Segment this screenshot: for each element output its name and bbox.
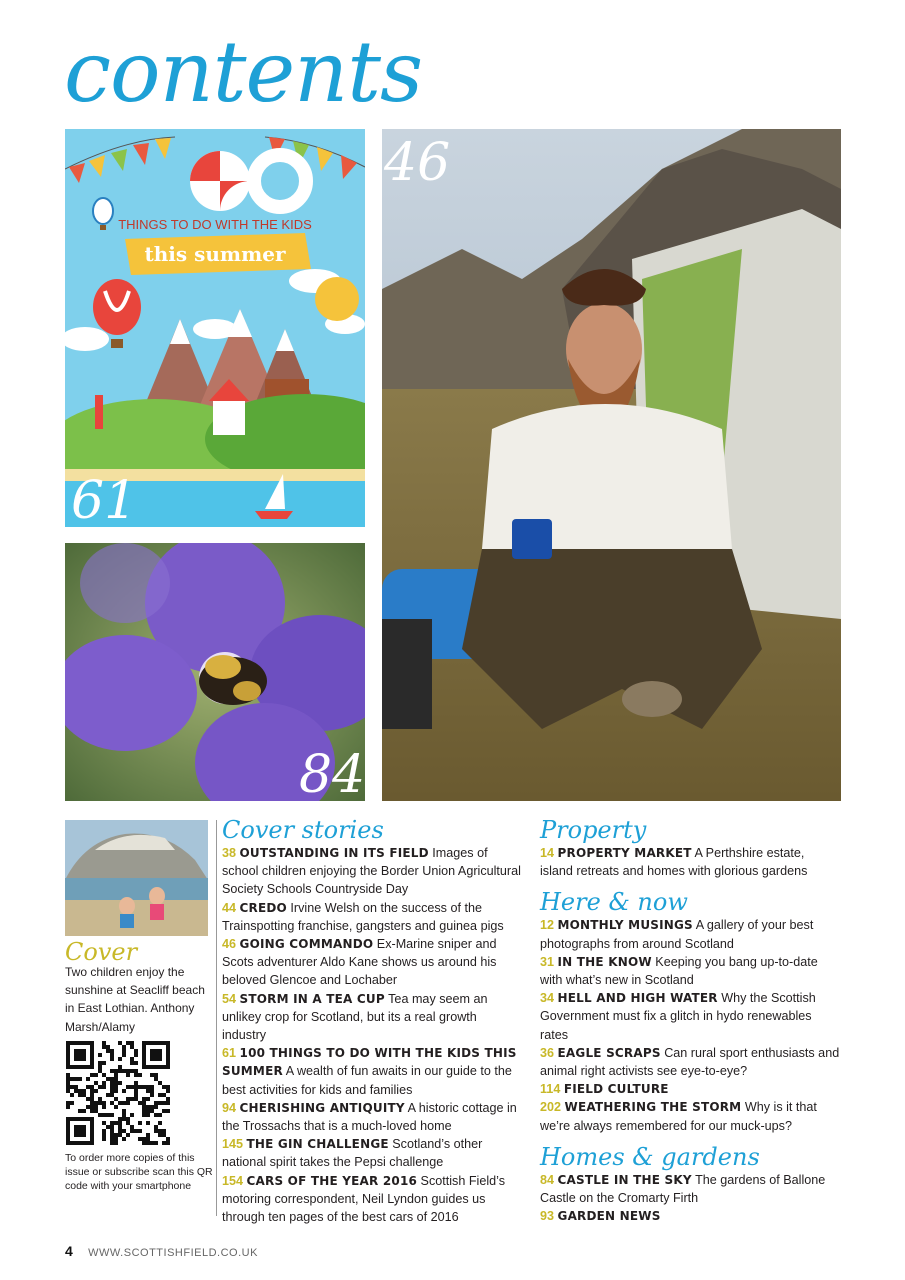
entry-description: Ex-Marine sniper and Scots adventurer Aldo Kane shows us around his beloved Glencoe and Lochaber [222,937,497,988]
footer-url[interactable]: WWW.SCOTTISHFIELD.CO.UK [88,1247,258,1259]
entry-page-number: 34 [540,991,555,1006]
entry-description: Scotland’s other national spirit takes the Pepsi challenge [222,1137,483,1170]
page-footer [65,1243,258,1259]
entry-page-number: 14 [540,846,555,860]
entry-description: A gallery of your best photographs from around Scotland [540,918,814,951]
here-now-list [540,916,840,1134]
kids-line1: THINGS TO DO WITH THE KIDS [118,217,312,232]
entry-description: Can rural sport enthusiasts and animal right activists see eye-to-eye? [540,1045,840,1079]
entry-description: Keeping you bang up-to-date with what’s new in Scotland [540,954,818,988]
camping-man-art [382,129,841,801]
entry-page-number: 84 [540,1172,555,1187]
entry-description: Images of school children enjoying the Border Union Agricultural Society Schools Countryside Day [222,846,521,897]
contents-entry[interactable] [540,1171,840,1207]
entry-page-number: 36 [540,1045,555,1060]
entry-page-number: 93 [540,1209,555,1224]
contents-entry[interactable] [222,1135,524,1171]
contents-entry[interactable] [222,935,524,990]
entry-page-number: 12 [540,918,555,933]
homes-gardens-list [540,1171,840,1226]
kids-illustration-art [65,129,365,527]
contents-entry[interactable] [540,844,840,880]
entry-headline: PROPERTY MARKET [557,846,692,860]
contents-entry[interactable] [540,1098,840,1134]
entry-headline: STORM IN A TEA CUP [239,991,385,1006]
entry-headline: EAGLE SCRAPS [557,1045,661,1060]
entry-page-number: 145 [222,1137,244,1152]
entry-headline: WEATHERING THE STORM [564,1100,742,1115]
entry-headline: CARS OF THE YEAR 2016 [246,1173,418,1188]
entry-page-number: 31 [540,954,555,969]
cover-thumbnail[interactable] [65,820,208,936]
entry-description: A wealth of fun awaits in our guide to the best activities for kids and families [222,1064,512,1097]
entry-page-number: 38 [222,846,237,860]
man-page-number: 46 [384,133,451,193]
entry-description: Tea may seem an unlikey crop for Scotland, but its a real growth industry [222,991,488,1043]
entry-headline: IN THE KNOW [557,954,652,969]
cover-caption: Two children enjoy the sunshine at Seacliff beach in East Lothian. Anthony Marsh/Alamy [65,965,205,1034]
entry-description: Why is it that we’re always remembered for our muck-ups? [540,1100,817,1133]
entry-description: Scottish Field’s motoring correspondent, Neil Lyndon guides us through ten pages of the best cars of 2016 [222,1173,506,1225]
qr-code-art [66,1041,170,1145]
cover-stories-list [222,844,524,1226]
contents-entry[interactable] [540,916,840,952]
cover-stories-section [222,818,524,1226]
contents-entry[interactable] [540,1207,840,1225]
entry-headline: THE GIN CHALLENGE [246,1137,389,1152]
entry-page-number: 54 [222,991,237,1006]
entry-headline: OUTSTANDING IN ITS FIELD [239,846,429,860]
page-title: contents [64,23,423,121]
kids-summer-illustration[interactable] [65,129,365,527]
entry-headline: MONTHLY MUSINGS [557,918,693,933]
entry-headline: FIELD CULTURE [563,1082,669,1097]
entry-page-number: 46 [222,937,237,952]
column-divider [216,820,217,1216]
contents-entry[interactable] [222,844,524,899]
contents-entry[interactable] [222,1172,524,1227]
entry-description: Irvine Welsh on the success of the Trainspotting franchise, gangsters and guinea pigs [222,900,504,933]
contents-entry[interactable] [222,1099,524,1135]
kids-banner-text: this summer [144,242,286,266]
entry-page-number: 114 [540,1082,561,1097]
contents-entry[interactable] [222,899,524,935]
contents-entry[interactable] [222,1044,524,1099]
here-now-heading: Here & now [540,888,688,917]
qr-caption: To order more copies of this issue or subscribe scan this QR code with your smartphone [65,1152,213,1192]
entry-description: A Perthshire estate, island retreats and homes with glorious gardens [540,846,808,879]
homes-gardens-heading: Homes & gardens [540,1142,760,1171]
entry-headline: 100 THINGS TO DO WITH THE KIDS THIS SUMMER [222,1046,517,1079]
entry-page-number: 44 [222,900,237,915]
entry-headline: GARDEN NEWS [557,1209,661,1224]
entry-headline: CHERISHING ANTIQUITY [239,1100,405,1115]
entry-headline: CASTLE IN THE SKY [557,1172,692,1187]
cover-thumbnail-art [65,820,208,936]
qr-code[interactable] [66,1041,170,1145]
entry-headline: GOING COMMANDO [239,937,374,952]
contents-entry[interactable] [540,989,840,1044]
entry-headline: CREDO [239,900,287,915]
cover-stories-heading: Cover stories [222,816,384,844]
flower-page-number: 84 [299,745,365,801]
entry-description: A historic cottage in the Trossachs that is a much-loved home [222,1100,517,1134]
contents-entry[interactable] [540,1044,840,1080]
property-heading: Property [540,816,647,844]
cover-heading: Cover [65,938,138,966]
camping-man-photo[interactable] [382,129,841,801]
entry-description: Why the Scottish Government must fix a glitch in hydo renewables rates [540,991,816,1042]
entry-headline: HELL AND HIGH WATER [557,991,718,1006]
property-list [540,844,840,880]
right-column [540,818,840,1225]
contents-entry[interactable] [222,990,524,1045]
footer-page-number: 4 [65,1243,73,1259]
entry-page-number: 94 [222,1100,237,1115]
entry-page-number: 61 [222,1046,237,1061]
entry-description: The gardens of Ballone Castle on the Cromarty Firth [540,1172,826,1206]
bee-flower-photo[interactable] [65,543,365,801]
contents-entry[interactable] [540,953,840,989]
kids-page-number: 61 [71,471,138,527]
contents-entry[interactable] [540,1080,840,1098]
entry-page-number: 202 [540,1100,562,1115]
entry-page-number: 154 [222,1173,244,1188]
